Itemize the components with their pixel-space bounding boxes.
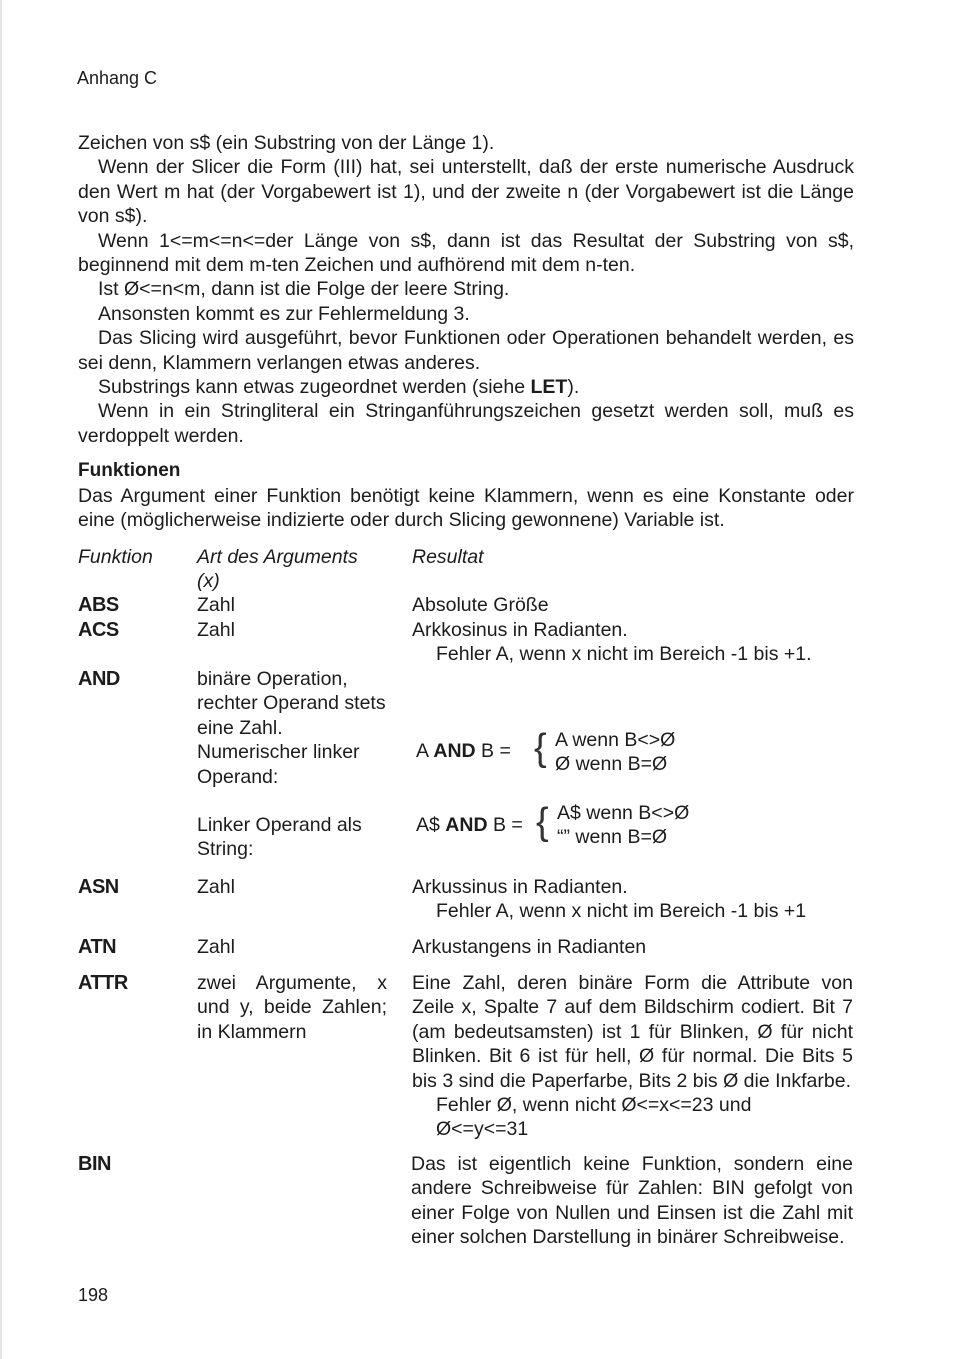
formula-and-keyword: AND [445, 814, 488, 836]
case-line: A$ wenn B<>Ø [557, 802, 690, 824]
result-abs: Absolute Größe [412, 594, 549, 616]
argument-asn: Zahl [197, 876, 235, 898]
argument-line: rechter Operand stets [197, 692, 386, 715]
case-line: Ø wenn B=Ø [555, 753, 668, 776]
intro-paragraph: Wenn der Slicer die Form (III) hat, sei unterstellt, daß der erste numerische Ausdruck den Wert m hat (der Vorgabewert ist 1), und der zweite n (der Vorgabewert ist die Länge von s$). [78, 156, 854, 228]
formula-left-operand: A$ [416, 814, 446, 836]
and-numeric-cases [555, 728, 675, 777]
scan-page-edge [0, 0, 2, 1359]
section-title: Funktionen [78, 460, 181, 481]
argument-line: String: [197, 838, 254, 861]
brace-icon: { [536, 801, 549, 843]
intro-paragraph: Das Slicing wird ausgeführt, bevor Funktionen oder Operationen behandelt werden, es sei denn, Klammern verlangen etwas anderes. [78, 327, 854, 374]
function-name-acs: ACS [78, 619, 119, 641]
function-name-bin: BIN [78, 1153, 111, 1175]
result-bin: Das ist eigentlich keine Funktion, sondern eine andere Schreibweise für Zahlen: BIN gefolgt von einer Folge von Nullen und Einsen ist die Zahl mit einer solchen Darstellung in binärer Schreibweise. [411, 1153, 853, 1249]
intro-paragraph: Ist Ø<=n<m, dann ist die Folge der leere String. [98, 278, 510, 301]
argument-line: eine Zahl. [197, 716, 283, 739]
and-string-cases [557, 801, 689, 850]
argument-line: Numerischer linker [197, 741, 360, 764]
function-name-and: AND [78, 668, 120, 690]
error-attr-continued: Ø<=y<=31 [436, 1118, 529, 1140]
result-attr: Eine Zahl, deren binäre Form die Attribute von Zeile x, Spalte 7 auf dem Bildschirm codiert. Bit 7 (am bedeutsamsten) ist 1 für Blinken, Ø für nicht Blinken. Bit 6 ist für hell, Ø für normal. Die Bits 5 bis 3 sind die Paperfarbe, Bits 2 bis Ø die Inkfarbe. [412, 972, 853, 1092]
intro-text [78, 131, 854, 448]
result-atn: Arkustangens in Radianten [412, 936, 647, 958]
running-header: Anhang C [77, 68, 158, 88]
argument-and [197, 667, 386, 789]
argument-atn: Zahl [197, 936, 235, 958]
column-heading-argument-x: (x) [197, 570, 220, 592]
column-heading-argument: Art des Arguments [197, 546, 358, 568]
brace-icon: { [534, 727, 547, 769]
argument-and-string [197, 813, 362, 862]
intro-paragraph: Zeichen von s$ (ein Substring von der Länge 1). [78, 132, 495, 154]
result-asn: Arkussinus in Radianten. [412, 876, 628, 898]
and-numeric-formula [416, 739, 511, 763]
let-text-before: Substrings kann etwas zugeordnet werden (siehe [98, 376, 531, 399]
formula-right-operand: B = [475, 740, 511, 762]
let-text-after: ). [567, 376, 580, 399]
function-name-attr: ATTR [78, 972, 128, 994]
page-number: 198 [78, 1285, 109, 1305]
error-asn: Fehler A, wenn x nicht im Bereich -1 bis +1 [436, 900, 807, 922]
result-acs: Arkkosinus in Radianten. [412, 619, 628, 641]
intro-paragraph-let [78, 375, 854, 399]
column-heading-result: Resultat [412, 546, 484, 568]
intro-paragraph: Wenn in ein Stringliteral ein Stringanführungszeichen gesetzt werden soll, muß es verdoppelt werden. [78, 400, 854, 447]
function-name-abs: ABS [78, 594, 119, 616]
argument-line: Linker Operand als [197, 814, 362, 836]
intro-paragraph: Ansonsten kommt es zur Fehlermeldung 3. [98, 302, 470, 325]
case-line: “” wenn B=Ø [557, 826, 668, 849]
argument-acs: Zahl [197, 619, 235, 641]
column-heading-function: Funktion [78, 546, 153, 568]
formula-right-operand: B = [487, 814, 523, 836]
formula-and-keyword: AND [433, 740, 476, 762]
intro-paragraph: Wenn 1<=m<=n<=der Länge von s$, dann ist das Resultat der Substring von s$, beginnend mit dem m-ten Zeichen und aufhörend mit dem n-ten. [78, 229, 854, 277]
argument-attr: zwei Argumente, x und y, beide Zahlen; in Klammern [197, 972, 387, 1043]
let-keyword: LET [530, 376, 568, 399]
function-name-atn: ATN [78, 936, 117, 958]
error-attr: Fehler Ø, wenn nicht Ø<=x<=23 und [436, 1094, 752, 1116]
argument-abs: Zahl [197, 594, 235, 616]
argument-line: Operand: [197, 765, 279, 788]
and-string-formula [416, 813, 523, 837]
case-line: A wenn B<>Ø [555, 729, 676, 751]
error-acs: Fehler A, wenn x nicht im Bereich -1 bis +1. [436, 643, 812, 665]
function-name-asn: ASN [78, 876, 119, 898]
argument-line: binäre Operation, [197, 668, 348, 690]
section-body: Das Argument einer Funktion benötigt keine Klammern, wenn es eine Konstante oder eine (möglicherweise indizierte oder durch Slicing gewonnene) Variable ist. [78, 485, 854, 532]
formula-left-operand: A [416, 740, 434, 762]
